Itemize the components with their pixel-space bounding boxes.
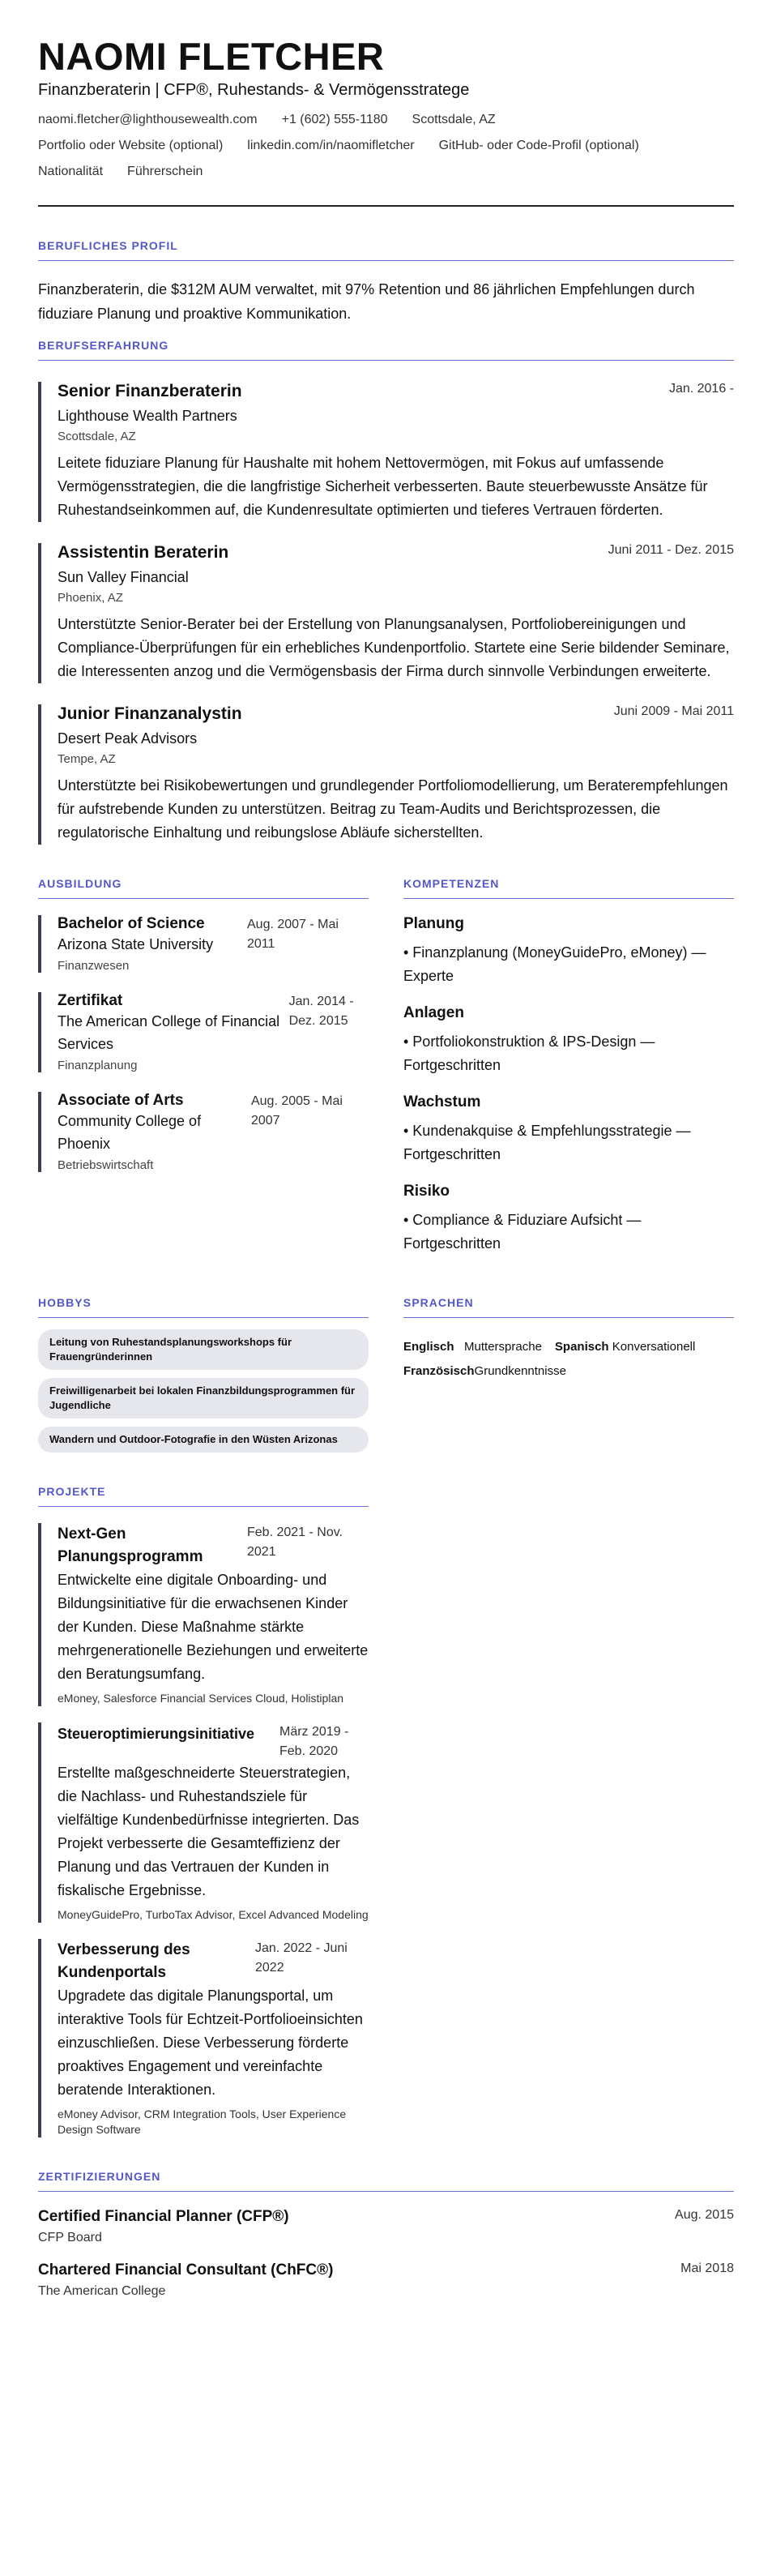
section-title: BERUFSERFAHRUNG [38,339,734,361]
education-skills-row [38,877,734,1256]
experience-item [38,704,734,845]
empty-column [403,1485,734,2137]
company-name: Lighthouse Wealth Partners [58,407,237,424]
section-title: SPRACHEN [403,1296,734,1318]
section-title: PROJEKTE [38,1485,369,1507]
project-item [38,1722,369,1923]
language-level: Grundkenntnisse [474,1363,566,1378]
skill-category: Wachstum [403,1093,481,1110]
phone-link[interactable]: +1 (602) 555-1180 [281,112,388,126]
project-title: Steueroptimierungsinitiative [58,1725,255,1742]
skill-detail: • Kundenakquise & Empfehlungsstrategie — Fortgeschritten [403,1122,691,1162]
section-title: ZERTIFIZIERUNGEN [38,2170,734,2192]
job-description: Leitete fiduziare Planung für Haushalte mit hohem Nettovermögen, mit Fokus auf umfassende Vermögensstrategien, die die langfristige Sicherheit verbesserten. Baute steuerbewusste Ansätze für Ruhestandseinkommen auf, die Kundenresultate optimierten und tieferes Vertrauen förderten. [58,454,708,518]
certification-issuer: The American College [38,2283,166,2298]
project-tools: MoneyGuidePro, TurboTax Advisor, Excel Advanced Modeling [58,1907,369,1921]
project-tools: eMoney, Salesforce Financial Services Cloud, Holistiplan [58,1691,344,1705]
job-date: Juni 2011 - Dez. 2015 [608,542,734,557]
education-item [38,915,369,973]
field-of-study: Betriebswirtschaft [58,1157,154,1172]
project-title: Next-Gen Planungsprogramm [58,1525,203,1565]
education-date: Jan. 2014 - Dez. 2015 [288,994,354,1028]
company-name: Desert Peak Advisors [58,730,198,747]
project-date: März 2019 - Feb. 2020 [279,1724,349,1758]
skills-section [403,877,734,1256]
linkedin-link[interactable]: linkedin.com/in/naomifletcher [247,138,415,152]
skill-group [403,1004,734,1077]
project-description: Erstellte maßgeschneiderte Steuerstrategien, die Nachlass- und Ruhestandsziele für vielfältige Kundenbedürfnisse integrierten. Das Projekt verbesserte die Gesamteffizienz der Planung und das Vertrauen der Kunden in fiskalische Ergebnisse. [58,1764,360,1898]
education-section [38,877,369,1256]
job-date: Jan. 2016 - [668,381,734,396]
skill-detail: • Portfoliokonstruktion & IPS-Design — Fortgeschritten [403,1033,655,1073]
school-name: The American College of Financial Services [58,1012,280,1052]
job-title: Senior Finanzberaterin [58,381,242,400]
language-level: Muttersprache [464,1339,542,1354]
language-list [403,1337,734,1381]
projects-row [38,1485,734,2137]
school-name: Community College of Phoenix [58,1112,202,1152]
job-title: Junior Finanzanalystin [58,704,242,723]
github-link[interactable]: GitHub- oder Code-Profil (optional) [438,138,639,152]
hobby-tag: Freiwilligenarbeit bei lokalen Finanzbildungsprogrammen für Jugendliche [38,1378,369,1419]
nationality-text: Nationalität [38,164,104,178]
project-date: Jan. 2022 - Juni 2022 [255,1941,348,1975]
section-title: AUSBILDUNG [38,877,369,899]
contact-row [38,113,734,127]
language-name: Französisch [403,1363,475,1378]
degree-name: Zertifikat [58,991,123,1009]
skill-group [403,915,734,988]
experience-item [38,543,734,683]
section-title: BERUFLICHES PROFIL [38,239,734,261]
certification-date: Aug. 2015 [675,2207,734,2222]
email-link[interactable]: naomi.fletcher@lighthousewealth.com [38,112,258,126]
field-of-study: Finanzplanung [58,1058,138,1072]
hobby-tag: Leitung von Ruhestandsplanungsworkshops für Frauengründerinnen [38,1329,369,1370]
project-description: Upgradete das digitale Planungsportal, um interaktive Tools für Echtzeit-Portfolioeinsichten einzuschließen. Diese Verbesserung förderte proaktives Engagement und vereinfachte beratende Interaktionen. [58,1987,363,2098]
language-name: Englisch [403,1339,454,1354]
hobbies-languages-row [38,1296,734,1453]
skill-group [403,1183,734,1256]
license-text: Führerschein [127,164,203,178]
header-divider [38,205,734,207]
profile-text: Finanzberaterin, die $312M AUM verwaltet, mit 97% Retention und 86 jährlichen Empfehlungen durch fiduziare Planung und proaktive Kommunikation. [38,280,695,322]
skill-category: Anlagen [403,1003,464,1021]
portfolio-link[interactable]: Portfolio oder Website (optional) [38,138,224,152]
project-item [38,1939,369,2137]
candidate-name: NAOMI FLETCHER [38,35,385,78]
extras-row [38,165,734,179]
company-name: Sun Valley Financial [58,568,189,585]
certification-name: Certified Financial Planner (CFP®) [38,2207,289,2225]
project-tools: eMoney Advisor, CRM Integration Tools, User Experience Design Software [58,2107,347,2136]
languages-section [403,1296,734,1453]
headline: Finanzberaterin | CFP®, Ruhestands- & Vermögensstratege [38,80,470,99]
skill-detail: • Compliance & Fiduziare Aufsicht — Fortgeschritten [403,1211,642,1252]
experience-section [38,339,734,845]
links-row [38,139,734,153]
skill-category: Risiko [403,1182,450,1200]
language-name: Spanisch [554,1339,609,1354]
job-description: Unterstützte Senior-Berater bei der Erstellung von Planungsanalysen, Portfoliobereinigungen und Compliance-Überprüfungen für ein erhebliches Kundenportfolio. Startete eine Serie bildender Seminare, die Interessenten anzog und die Vermögensbasis der Firma durch sinnvolle Verbindungen erweiterte. [58,615,730,679]
education-item [38,1092,369,1172]
skill-detail: • Finanzplanung (MoneyGuidePro, eMoney) — Experte [403,944,706,984]
school-name: Arizona State University [58,935,214,952]
section-title: KOMPETENZEN [403,877,734,899]
degree-name: Bachelor of Science [58,914,205,932]
education-date: Aug. 2007 - Mai 2011 [247,917,339,951]
certification-issuer: CFP Board [38,2230,102,2244]
project-title: Verbesserung des Kundenportals [58,1941,190,1981]
section-title: HOBBYS [38,1296,369,1318]
certification-item [38,2261,734,2299]
skill-group [403,1093,734,1166]
job-title: Assistentin Beraterin [58,542,229,562]
certification-name: Chartered Financial Consultant (ChFC®) [38,2261,334,2279]
project-description: Entwickelte eine digitale Onboarding- und Bildungsinitiative für die erwachsenen Kinder der Kunden. Diese Maßnahme stärkte mehrgenerationelle Beziehungen und erweiterte den Beratungsumfang. [58,1571,369,1682]
degree-name: Associate of Arts [58,1091,184,1109]
job-date: Juni 2009 - Mai 2011 [613,704,734,718]
experience-item [38,382,734,522]
projects-section [38,1485,369,2137]
job-description: Unterstützte bei Risikobewertungen und grundlegender Portfoliomodellierung, um Beraterempfehlungen für aufstrebende Kunden zu unterstützen. Beitrag zu Team-Audits und Berichtsprozessen, die regulatorische Einhaltung und reibungslose Abläufe sicherstellten. [58,777,728,841]
project-date: Feb. 2021 - Nov. 2021 [247,1525,343,1559]
profile-section [38,239,734,326]
job-location: Tempe, AZ [58,751,116,766]
education-item [38,992,369,1072]
job-location: Phoenix, AZ [58,590,123,605]
skill-category: Planung [403,914,464,932]
certification-date: Mai 2018 [680,2261,734,2275]
field-of-study: Finanzwesen [58,958,130,973]
project-item [38,1523,369,1706]
certifications-section [38,2170,734,2299]
language-level: Konversationell [612,1339,696,1354]
hobbies-section [38,1296,369,1453]
certification-item [38,2208,734,2245]
hobby-tag: Wandern und Outdoor-Fotografie in den Wüsten Arizonas [38,1427,369,1453]
location-text: Scottsdale, AZ [412,112,496,126]
education-date: Aug. 2005 - Mai 2007 [250,1093,343,1128]
job-location: Scottsdale, AZ [58,429,136,443]
